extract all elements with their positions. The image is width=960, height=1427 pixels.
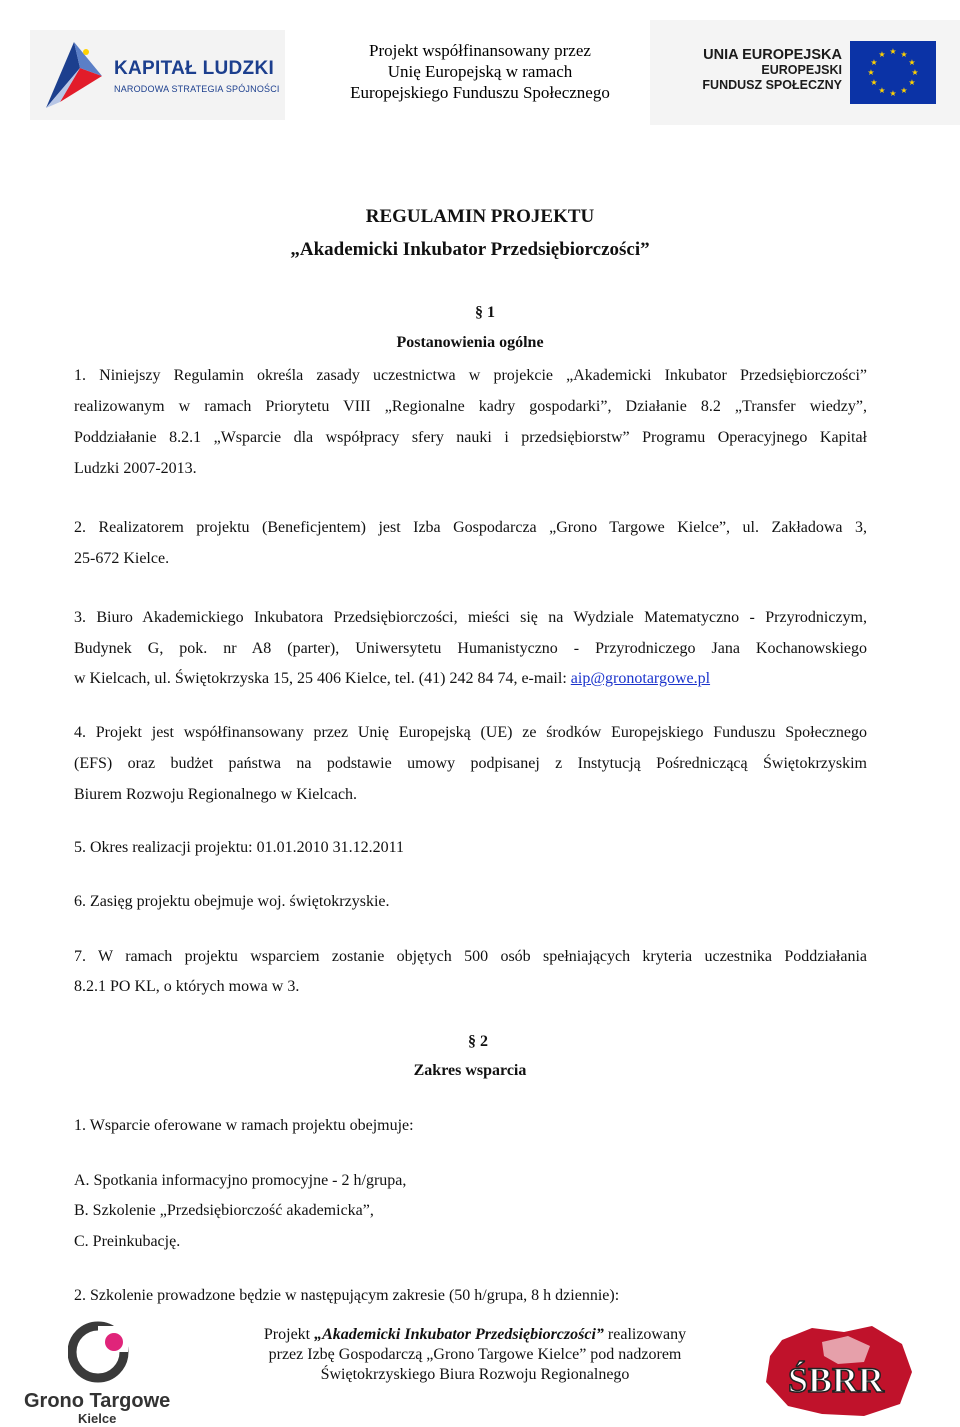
footer-note-line3: Świętokrzyskiego Biura Rozwoju Regionalnego	[320, 1366, 630, 1383]
section-2-number-value: 2	[480, 1033, 488, 1050]
document-subtitle: „Akademicki Inkubator Przedsiębiorczości”	[290, 239, 650, 260]
svg-text:★: ★	[867, 68, 875, 77]
grono-targowe-name: Grono Targowe	[24, 1390, 171, 1412]
eu-logo-line1: UNIA EUROPEJSKA	[703, 47, 842, 63]
section-2-number: § 2	[468, 1033, 488, 1050]
section-1-number: § 1	[475, 304, 495, 321]
svg-text:★: ★	[908, 78, 916, 87]
svg-text:★: ★	[900, 50, 908, 59]
eu-logo-text	[702, 48, 842, 93]
paragraph-line: Biurem Rozwoju Regionalnego w Kielcach.	[74, 786, 358, 803]
list-item: C. Preinkubację.	[74, 1233, 181, 1250]
footer-note-line1	[220, 1325, 730, 1345]
footer-prefix: Projekt	[263, 1326, 315, 1343]
svg-text:★: ★	[889, 89, 897, 98]
sbrr-logo-text: ŚBRR	[787, 1360, 885, 1400]
kapital-ludzki-emblem-icon	[40, 38, 108, 112]
svg-text:★: ★	[878, 86, 886, 95]
footer-note	[220, 1325, 730, 1385]
svg-text:★: ★	[911, 68, 919, 77]
paragraph-line: (EFS) oraz budżet państwa na podstawie umowy podpisanej z Instytucją Pośredniczącą Świętokrzyskim	[74, 755, 867, 772]
footer-suffix: realizowany	[603, 1326, 687, 1343]
grono-targowe-city: Kielce	[78, 1411, 117, 1426]
footer-project-name: „Akademicki Inkubator Przedsiębiorczości”	[314, 1326, 604, 1343]
footer-note-line2: przez Izbę Gospodarczą „Grono Targowe Kielce” pod nadzorem	[268, 1346, 682, 1363]
eu-flag-icon	[850, 41, 936, 104]
paragraph-line: 8.2.1 PO KL, o których mowa w 3.	[74, 978, 300, 995]
eu-efs-logo	[650, 20, 960, 125]
kapital-ludzki-logo	[30, 30, 285, 120]
paragraph-line	[74, 669, 710, 689]
cofinancing-note-line: Projekt współfinansowany przez	[369, 41, 591, 60]
svg-text:★: ★	[889, 47, 897, 56]
section-1-heading: Postanowienia ogólne	[396, 334, 544, 351]
kapital-ludzki-subtitle: NARODOWA STRATEGIA SPÓJNOŚCI	[114, 84, 280, 94]
svg-text:★: ★	[878, 50, 886, 59]
paragraph-line: Ludzki 2007-2013.	[74, 460, 197, 477]
svg-text:★: ★	[908, 58, 916, 67]
list-item: B. Szkolenie „Przedsiębiorczość akademicka”,	[74, 1202, 374, 1219]
grono-targowe-logo	[18, 1320, 193, 1427]
paragraph-line: Budynek G, pok. nr A8 (parter), Uniwersytetu Humanistyczno - Przyrodniczego Jana Kochanowskiego	[74, 640, 867, 657]
paragraph-line: 2. Szkolenie prowadzone będzie w następującym zakresie (50 h/grupa, 8 h dziennie):	[74, 1287, 620, 1304]
eu-logo-line3: FUNDUSZ SPOŁECZNY	[702, 78, 842, 92]
eu-logo-line2: EUROPEJSKI	[761, 63, 842, 77]
grono-targowe-emblem-icon	[68, 1320, 132, 1384]
sbrr-logo	[752, 1322, 920, 1422]
paragraph-line: 1. Niniejszy Regulamin określa zasady uczestnictwa w projekcie „Akademicki Inkubator Przedsiębiorczości”	[74, 367, 867, 384]
svg-text:★: ★	[900, 86, 908, 95]
cofinancing-note-line: Unię Europejską w ramach	[387, 62, 573, 81]
section-1-number-value: 1	[487, 304, 495, 321]
svg-text:★: ★	[870, 78, 878, 87]
paragraph-line: 4. Projekt jest współfinansowany przez Unię Europejską (UE) ze środków Europejskiego Funduszu Społecznego	[74, 724, 867, 741]
list-item: A. Spotkania informacyjno promocyjne - 2 h/grupa,	[74, 1172, 407, 1189]
paragraph-line: 25-672 Kielce.	[74, 550, 170, 567]
cofinancing-note-line: Europejskiego Funduszu Społecznego	[350, 83, 610, 102]
paragraph-line: realizowanym w ramach Priorytetu VIII „Regionalne kadry gospodarki”, Działanie 8.2 „Transfer wiedzy”,	[74, 398, 867, 415]
paragraph-line: 3. Biuro Akademickiego Inkubatora Przedsiębiorczości, mieści się na Wydziale Matematyczno - Przyrodniczym,	[74, 609, 867, 626]
paragraph-line: 1. Wsparcie oferowane w ramach projektu obejmuje:	[74, 1117, 414, 1134]
kapital-ludzki-title: KAPITAŁ LUDZKI	[114, 58, 275, 79]
email-link[interactable]: aip@gronotargowe.pl	[570, 670, 711, 687]
paragraph-line: 6. Zasięg projektu obejmuje woj. świętokrzyskie.	[74, 893, 390, 910]
section-2-heading: Zakres wsparcia	[413, 1062, 527, 1079]
paragraph-line: 2. Realizatorem projektu (Beneficjentem) jest Izba Gospodarcza „Grono Targowe Kielce”, ul. Zakładowa 3,	[74, 519, 867, 536]
paragraph-line: 5. Okres realizacji projektu: 01.01.2010 31.12.2011	[74, 839, 404, 856]
svg-text:★: ★	[870, 58, 878, 67]
cofinancing-note	[300, 40, 660, 103]
paragraph-line: 7. W ramach projektu wsparciem zostanie objętych 500 osób spełniających kryteria uczestnika Poddziałania	[74, 948, 867, 965]
document-title: REGULAMIN PROJEKTU	[365, 206, 595, 227]
address-text: w Kielcach, ul. Świętokrzyska 15, 25 406 Kielce, tel. (41) 242 84 74, e-mail:	[74, 670, 571, 687]
paragraph-line: Poddziałanie 8.2.1 „Wsparcie dla współpracy sfery nauki i przedsiębiorstw” Programu Operacyjnego Kapitał	[74, 429, 867, 446]
